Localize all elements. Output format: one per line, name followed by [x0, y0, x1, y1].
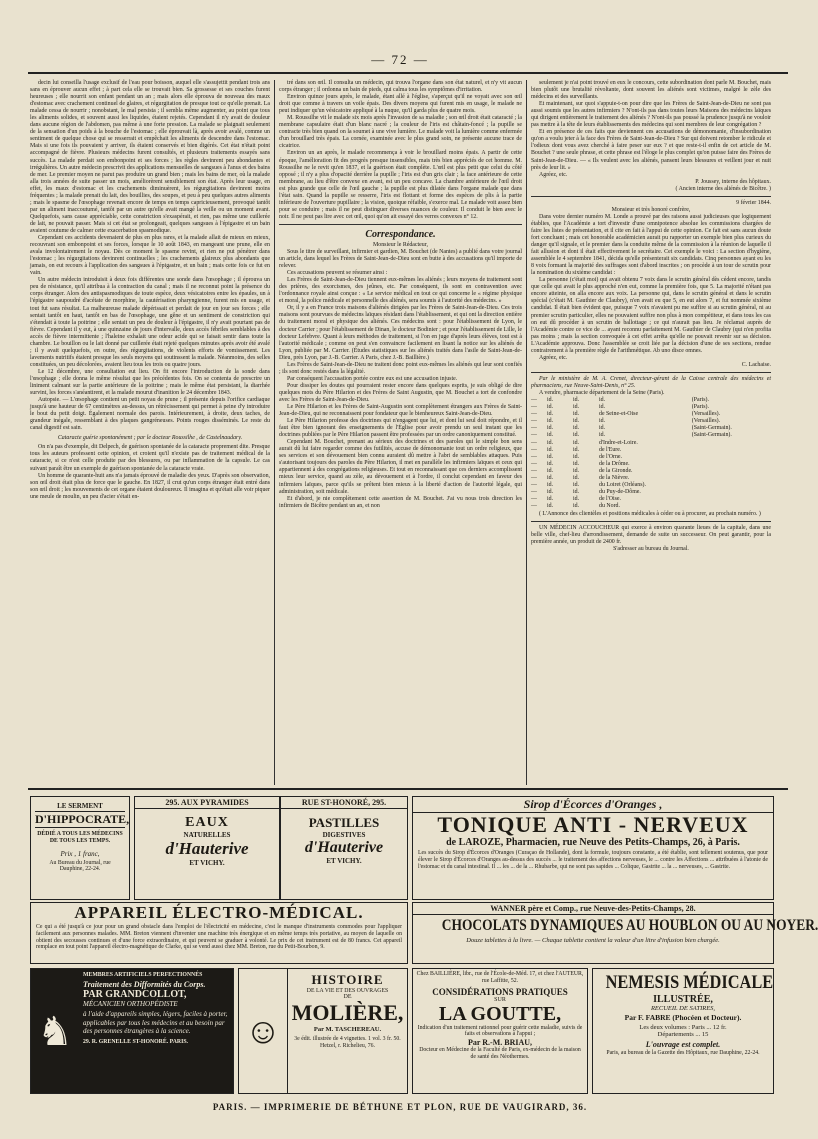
- list-cell: id.: [547, 425, 554, 432]
- pharmacy-list: [531, 397, 771, 511]
- paragraph: Ces accusations peuvent se résumer ainsi :: [287, 270, 388, 277]
- list-cell: id.: [547, 482, 554, 489]
- ad-title: CHOCOLATS DYNAMIQUES AU HOUBLON OU AU NOYER.: [441, 917, 818, 934]
- list-cell: (Versailles).: [691, 411, 721, 418]
- list-cell: de la Drôme.: [599, 460, 630, 467]
- ad-line: RECUEIL DE SATIRES,: [650, 1005, 716, 1012]
- list-cell: d'Indre-et-Loire.: [599, 439, 638, 446]
- ad-header: Chez BAILLIÈRE, libr., rue de l'École-de-Méd. 17, et chez l'AUTEUR, rue Laffitte, 52.: [416, 971, 584, 984]
- list-cell: id.: [573, 418, 580, 425]
- list-cell: id.: [547, 453, 554, 460]
- list-cell: —: [531, 397, 537, 404]
- list-cell: —: [531, 432, 537, 439]
- paragraph: Un homme de quarante-huit ans n'a jamais éprouvé de maladie des yeux. D'après son observation, son œil droit était plus de force que le gauche. En 1827, il crut qu'un corps étranger était entré dans son œil droit ; les mouvements de cet organe étaient douloureux. Il imagina et qu'était alle voir piquer une meule de moulin, un peu d'acier s'était en-: [30, 472, 270, 500]
- list-row: [531, 496, 771, 503]
- column-divider: [526, 80, 527, 785]
- list-cell: —: [531, 418, 537, 425]
- ad-title: MOLIÈRE,: [291, 1000, 404, 1025]
- ad-line: DÉDIÉ A TOUS LES MÉDECINS DE TOUS LES TEMPS.: [37, 831, 123, 844]
- list-cell: id.: [547, 418, 554, 425]
- ad-eaux-hauterive: [134, 796, 280, 900]
- list-row: [531, 418, 771, 425]
- list-cell: id.: [547, 432, 554, 439]
- ad-appareil-electro-medical: [30, 902, 408, 964]
- ad-body: 3e édit. illustrée de 4 vignettes. 1 vol. 3 fr. 50. Hetzel, r. Richelieu, 76.: [294, 1036, 401, 1049]
- list-cell: (Saint-Germain).: [691, 425, 732, 432]
- list-cell: id.: [599, 397, 606, 404]
- list-cell: id.: [573, 460, 580, 467]
- list-row: [531, 404, 771, 411]
- section-divider: [531, 372, 771, 373]
- notice-accoucheur: UN MÉDECIN ACCOUCHEUR qui exerce à environ quarante lieues de la capitale, dans une belle ville, chef-lieu d'arrondissement, demande de suite un successeur. On peut garantir, pour la première année, un produit de 2400 fr.: [531, 524, 771, 545]
- signature: C. Lachaise.: [741, 361, 771, 368]
- list-cell: id.: [573, 482, 580, 489]
- ad-line: ET VICHY.: [189, 859, 225, 867]
- list-cell: de la Nièvre.: [599, 475, 630, 482]
- col1b-paragraphs: [30, 444, 270, 500]
- ad-line: MÉCANICIEN ORTHOPÉDISTE: [83, 1000, 178, 1008]
- list-cell: id.: [573, 432, 580, 439]
- paragraph: Un autre médecin introduisit à deux fois différentes une sonde dans l'œsophage ; il éprouva un peu de résistance, qu'il attribua à la contraction du canal ; mais il ne reconnut point la présence du corps étranger. Alors des antispasmodiques de toute espèce, deux vésicatoires entre les épaules, un à l'épigastre saupoudré d'acétate de morphine, la cautérisation pharyngienne, furent mis en usage, et tout fut sans résultat. La malheureuse malade dépérissait et perdait de jour en jour ses forces ; elle sentait tantôt en haut, tantôt en bas de l'œsophage, une gêne et un sentiment de constriction qui s'étendait à toute la poitrine ; elle sentait un peu de douleur à l'épigastre, il n'y avait pourtant pas de fièvre. Cependant il y eut, à une quinzaine de jours d'intervalle, deux accès fébriles semblables à des accès de fièvre intermittente ; l'haleine exhalait une odeur acide qui se faisait sentir dans toute la chambre. Le bouillon ou le lait donné par cuillerée était rejeté quelques minutes après avoir été avalé ; il y avait quelquefois, en outre, des régurgitations, de violents efforts de vomissement. Les lavements nutritifs étaient presque les seuls moyens qui soutinssent la malade. Néanmoins, des selles constituées, un peu décolorées, avaient lieu tous les trois ou quatre jours.: [30, 277, 270, 368]
- list-cell: [692, 440, 771, 447]
- list-cell: —: [531, 475, 537, 482]
- list-cell: id.: [573, 404, 580, 411]
- ad-title: d'Hauterive: [165, 839, 249, 858]
- list-cell: id.: [599, 404, 606, 411]
- ad-line: PASTILLES: [308, 815, 380, 830]
- list-row: [531, 461, 771, 468]
- list-cell: —: [531, 411, 537, 418]
- ad-title: APPAREIL ÉLECTRO-MÉDICAL.: [74, 903, 364, 922]
- ad-subtitle: Douze tablettes à la livre. — Chaque tablette contient la valeur d'un litre d'infusion bien chargée.: [466, 937, 720, 944]
- column-1: [30, 80, 270, 785]
- ad-header: WANNER père et Comp., rue Neuve-des-Petits-Champs, 28.: [413, 903, 773, 915]
- ad-body: Docteur en Médecine de la Faculté de Paris, ex-médecin de la maison de santé des Néothermes.: [419, 1047, 581, 1060]
- ad-membres-artificiels: [30, 968, 234, 1094]
- salutation: Monsieur le Rédacteur,: [373, 241, 428, 248]
- list-cell: id.: [573, 425, 580, 432]
- ad-title: PAR GRANDCOLLOT,: [83, 989, 187, 1000]
- list-row: [531, 447, 771, 454]
- col1-paragraphs: [30, 80, 270, 432]
- ad-author: Par R.-M. BRIAU,: [467, 1038, 533, 1048]
- ad-la-goutte: [412, 968, 588, 1094]
- ad-title: TONIQUE ANTI - NERVEUX: [437, 812, 749, 837]
- list-cell: de la Gironde.: [599, 467, 633, 474]
- col3-paragraphs: [531, 80, 771, 179]
- paragraph: decin lui conseilla l'usage exclusif de l'eau pour boisson, auquel elle s'assujettit pendant trois ans sans en éprouver aucun effet ; à part cela elle se trouvait bien. Sa grossesse et ses couches furent heureuses ; elle nourrit son enfant pendant un an ; mais alors elle éprouva de nouveau des maux d'estomac avec crachement continuel de glaires, et régurgitation de presque tout ce qu'elle prenait. La malade cessa de nourrir ; nonobstant, le mal persista ; il sembla même augmenter, au point que tous les aliments solides, et souvent aussi les liquides, étaient rejetés. Cependant il n'y avait de douleur dans aucune région de l'abdomen, pas même à une forte pression. La malade se plaignait seulement de la sensation d'un poids à la bouche de l'estomac ; elle éprouvait là, après avoir avalé, comme un sentiment de quelque chose qui se resserrait et empêchait les aliments de descendre dans l'estomac. Mais si une fois ils pouvaient y arriver, ils étaient conservés et bien digérés. Cet état n'était point accompagné de fièvre. Plusieurs médecins furent consultés, et plusieurs traitements essayés sans succès. La malade perdait son embonpoint et ses forces ; les règles devinrent peu abondantes et irrégulières. Un autre médecin prescrivit des applications mensuelles de sangsues à l'anus et des bains de mer. Le premier moyen ne parut pas produire un grand bien ; mais les bains de mer, où la malade alla trois années de suite passer un mois, améliorèrent sensiblement son état. Après leur usage, en effet, les maux d'estomac et les crachements diminuèrent, les régurgitations devinrent moins fréquentes ; la malade prenait du lait, des bouillies, des soupes, et peu à peu quelques autres aliments ; mais le spasme de l'œsophage revenait encore de temps en temps capricieusement, provoqué tantôt par un aliment inaccoutumé, tantôt par un autre qu'elle avait mangé la veille ou un moment avant. Quelquefois, sans cause appréciable, cette constriction s'exaspérait, et rien, pas même une cuillerée de lait, ne pouvait passer. Mais si cet état se prolongeait, quelques sangsues à l'épigastre et un bain avaient coutume de calmer cette exacerbation spasmodique.: [30, 80, 270, 234]
- ad-price: Les deux volumes : Paris ... 12 fr.: [639, 1024, 727, 1031]
- list-cell: —: [531, 446, 537, 453]
- list-cell: id.: [547, 475, 554, 482]
- list-cell: id.: [573, 439, 580, 446]
- ad-line: DIGESTIVES: [322, 831, 366, 839]
- ad-line: L'ouvrage est complet.: [645, 1040, 721, 1049]
- list-cell: id.: [573, 467, 580, 474]
- list-cell: [692, 489, 771, 496]
- section-divider: [279, 224, 522, 225]
- ad-price: Départements ... 15: [657, 1031, 709, 1038]
- list-cell: id.: [573, 446, 580, 453]
- list-cell: [692, 468, 771, 475]
- notice-sale: A vendre, pharmacie département de la Seine (Paris).: [539, 389, 665, 396]
- list-cell: id.: [573, 397, 580, 404]
- list-row: [531, 475, 771, 482]
- list-cell: du Loiret (Orléans).: [599, 482, 646, 489]
- paragraph: Agréez, etc.: [539, 354, 568, 361]
- list-cell: [692, 447, 771, 454]
- list-cell: id.: [573, 496, 580, 503]
- ad-line: LE SERMENT: [57, 802, 103, 810]
- list-cell: id.: [547, 446, 554, 453]
- list-cell: de Seine-et-Oise: [599, 411, 639, 418]
- ad-header: 295. AUX PYRAMIDES: [135, 797, 279, 809]
- printer-footer: PARIS. — IMPRIMERIE DE BÉTHUNE ET PLON, RUE DE VAUGIRARD, 36.: [212, 1102, 588, 1112]
- list-cell: —: [531, 503, 537, 510]
- page-number: — 72 —: [371, 52, 429, 67]
- list-cell: du Nord.: [599, 503, 620, 510]
- section-divider: [531, 196, 771, 197]
- notice-title: Par le ministère de M. A. Crenet, directeur-gérant de la Caisse centrale des médecins et pharmaciens, rue Neuve-Saint-Denis, n° 25.: [531, 375, 771, 389]
- paragraph: Et d'abord, je nie complètement cette assertion de M. Bouchet. J'ai vu nous trois direction les infirmiers de Bicêtre pendant un an, et non: [279, 495, 522, 509]
- ad-line: de LAROZE, Pharmacien, rue Neuve des Petits-Champs, 26, à Paris.: [446, 837, 740, 848]
- list-cell: id.: [547, 503, 554, 510]
- list-cell: [692, 503, 771, 510]
- column-2: [279, 80, 522, 785]
- ad-body: Indication d'un traitement rationnel pour guérir cette maladie, suivis de faits et observations à l'appui ;: [417, 1024, 583, 1038]
- list-cell: —: [531, 489, 537, 496]
- section-divider: [531, 521, 771, 522]
- paragraph: Or, il y a en France trois maisons d'aliénés dirigées par les Frères de Saint-Jean-de-Dieu. Ces trois maisons sont pourvues de médecins laïques résidant dans l'établissement, et qui ont la direction entière du traitement moral et physique des aliénés. Ces médecins sont : pour l'établissement de Lyon, le docteur Carrier ; pour l'établissement de Dinan, le docteur Bodinier ; et pour l'établissement de Lille, le docteur Lefebvre. Quant à leurs méthodes de traitement, si l'on en juge d'après leurs élèves, tout est à l'autorité médicale ; comme on peut s'en convaincre facilement en lisant la notice sur les aliénés de Lyon, publiée par M. Carrier. (Études statistiques sur les aliénés traités dans l'asile de Saint-Jean-de-Dieu, près Lyon, par J.-B. Carrier. A Paris, chez J.-B. Baillière.): [279, 305, 522, 361]
- paragraph: Cependant ces accidents devenaient de plus en plus rares, et la malade allait de mieux en mieux, recouvrant son embonpoint et ses forces, lorsque le 10 août 1843, en mangeant une prune, elle en avala involontairement le noyau. Dès ce moment le spasme revint, et rien ne put pénétrer dans l'estomac ; les régurgitations devinrent continuelles ; les crachements glaireux plus abondants que jamais, on eut recours à l'application des sangsues à l'épigastre, et un bain ; mais cette fois ce fut en vain.: [30, 235, 270, 277]
- list-cell: id.: [547, 496, 554, 503]
- list-cell: id.: [547, 460, 554, 467]
- list-cell: id.: [573, 453, 580, 460]
- ad-line: HISTOIRE: [311, 972, 384, 987]
- ad-line: DE LA VIE ET DES OUVRAGES: [306, 988, 389, 994]
- list-cell: [692, 461, 771, 468]
- cataracte-title: Cataracte guérie spontanément ; par le docteur Roussilhe , de Castelnaudary.: [57, 435, 243, 442]
- list-row: [531, 432, 771, 439]
- list-row: [531, 440, 771, 447]
- ad-address: 29. R. GRENELLE ST-HONORÉ. PARIS.: [83, 1038, 189, 1045]
- list-row: [531, 468, 771, 475]
- paragraph: seulement je n'ai point trouvé en eux le concours, cette subordination dont parle M. Bouchet, mais bien plutôt une brutalité révoltante, dont souvent les aliénés sont victimes, malgré le zèle des médecins et des surveillants.: [531, 80, 771, 101]
- ad-title: NEMESIS MÉDICALE: [605, 972, 774, 993]
- ad-histoire-moliere: [238, 968, 408, 1094]
- list-cell: —: [531, 404, 537, 411]
- ad-chocolats-dynamiques: [412, 902, 818, 964]
- ad-header: RUE ST-HONORÉ, 295.: [281, 797, 407, 809]
- paragraph: Dans votre dernier numéro M. Londe a prouvé par des raisons aussi judicieuses que logiquement établies, que l'Académie a tort d'investir d'une omnipotence absolue les commissions chargées de faire les listes de présentation, et il cite en fait à l'appui de cette opinion. Ce fait est sans aucun doute fort concluant ; mais cet honorable académicien aurait pu rapporter un exemple bien plus curieux du danger qu'il signale, et le premier dans la conduite même de la commission à la réunion de laquelle il fait allusion et dont il était effectivement le secrétaire. Cet exemple le voici : La section d'hygiène, assemblée le 4 septembre 1841, décida qu'elle présenterait six candidats. Cinq personnes ayant eu les 8 voix formant la majorité des suffrages sont d'abord inscrites ; on procède à un tour de scrutin pour la nomination du sixième candidat :: [531, 213, 771, 277]
- paragraph: Le 12 décembre, une consultation eut lieu. On fit encore l'introduction de la sonde dans l'œsophage ; elle donna le même résultat que les précédentes fois. On se contenta de prescrire un liniment calmant sur la partie antérieure de la poitrine ; mais le même état persistant, la diarrhée survint, les forces s'anéantirent, et la malade mourut d'inanition le 24 décembre 1843.: [30, 368, 270, 397]
- portrait-icon: ☺: [239, 969, 288, 1093]
- list-cell: de l'Oise.: [599, 496, 622, 503]
- ad-title: LA GOUTTE,: [438, 1002, 562, 1025]
- list-cell: (Paris).: [691, 404, 709, 411]
- letter-date: 9 février 1844.: [736, 199, 771, 206]
- list-cell: de l'Orne.: [599, 453, 622, 460]
- ad-nemesis-medicale: [592, 968, 774, 1094]
- list-row: [531, 482, 771, 489]
- list-cell: [692, 482, 771, 489]
- ad-line: NATURELLES: [183, 831, 231, 839]
- list-cell: id.: [599, 425, 606, 432]
- list-cell: id.: [599, 418, 606, 425]
- list-cell: id.: [547, 439, 554, 446]
- ad-header: MEMBRES ARTIFICIELS PERFECTIONNÉS: [83, 972, 203, 978]
- ad-body: Ce qui a été jusqu'à ce jour pour un grand obstacle dans l'emploi de l'électricité en médecine, c'est le manque d'instruments commodes pour l'appliquer facilement aux personnes malades. MM. Breton viennent d'inventer une machine très énergique et en même temps très portative, au moyen de laquelle on obtient des secousses continues et d'une force extraordinaire, et qui peuvent se graduer à volonté. Le prix de cet instrument est de 80 francs. Cet appareil remplace en tout point l'appareil électro-magnétique de Clarke, qui se vend aussi chez MM. Breton, rue du Petit-Bourbon, 9.: [36, 924, 402, 951]
- column-3: [531, 80, 771, 785]
- paragraph: Sous le titre de surveillant, infirmier et gardien, M. Bouchet (de Nantes) a publié dans votre journal un article, dans lequel les Frères de Saint-Jean-de-Dieu sont en butte à des accusations qu'il importe de relever.: [279, 248, 522, 270]
- paragraph: Cependant M. Bouchet, prenant au sérieux des doctrines et des paroles qui le simple bon sens aurait dû lui faire regarder comme des futilités, accuse de démonomanie tout un ordre religieux, que ses services et son dévouement bien connu auraient dû mettre à l'abri de semblables attaques. Puis s'autorisant toujours des paroles du Père Hilarion, il met en parallèle les infirmiers laïques et ceux qui appartiennent à des congrégations religieuses. Et tout en reconnaissant que ces derniers accomplissent mieux leur service, quand au zèle, au dévouement et à l'ordre, il conclut cependant en faveur des infirmiers laïques, parce qu'ils se prêtent bien mieux à la liberté d'action de l'autorité légale, qui administration, soit médicale.: [279, 439, 522, 495]
- list-cell: —: [531, 425, 537, 432]
- list-cell: [692, 475, 771, 482]
- col2-paragraphs: [279, 80, 522, 221]
- list-cell: id.: [573, 411, 580, 418]
- list-row: [531, 454, 771, 461]
- list-cell: (Paris).: [691, 397, 709, 404]
- col2b-paragraphs: [279, 249, 522, 510]
- paragraph: tré dans son œil. Il consulta un médecin, qui trouva l'organe dans son état naturel, et n'y vit aucun corps étranger ; il ordonna un bain de pieds, qui calma tous les symptômes d'irritation.: [279, 80, 522, 94]
- ad-author: Par F. FABRE (Phocéen et Docteur).: [624, 1013, 742, 1022]
- ads-rule: [28, 788, 788, 790]
- list-cell: id.: [573, 503, 580, 510]
- list-cell: (Versailles).: [691, 418, 721, 425]
- list-cell: [692, 496, 771, 503]
- ad-price: Prix , 1 franc,: [60, 849, 100, 858]
- paragraph: La personne (c'était moi) qui avait obtenu 7 voix dans le scrutin général dès cédent encore, tandis que celle qui avait le plus approché n'en eut, comme la première fois, que 5. La majorité n'étant pas encore atteinte, on alla encore aux voix. La personne qui, dans le scrutin général et dans le scrutin spécial (c'était M. Gauthier de Claubry), n'en avait eu que 5, en eut alors 7, et fut nommée sixième candidat. Il était bien évident que, puisque 7 voix n'avaient pu me suffire si au scrutin général, ni au premier scrutin particulier, elles ne pouvaient suffire non plus à mon compétiteur, et dans tous les cas on eut dû procéder à un scrutin de ballottage ; ce qui n'aurait pas lieu. Je réclamai auprès de l'Académie contre ce vice de ... ayant reconnu parfaitement M. Gauthier de Claubry (qui n'en profita pas moins ; mais la section convoquée à cet effet arrêta qu'elle ne pouvait revenir sur sa décision. L'Académie approuva. Donc l'assemblée se croit liée par la décision d'une de ses sections, rendue contrairement à la première règle de l'arithmétique. Ab uno disce omnes.: [531, 277, 771, 354]
- list-cell: id.: [547, 467, 554, 474]
- list-cell: —: [531, 496, 537, 503]
- notice-address: S'adresser au bureau du Journal.: [613, 545, 689, 552]
- paragraph: Autopsie. — L'œsophage contient un petit noyau de prune ; il présente depuis l'orifice cardiaque jusqu'à une hauteur de 67 centimètres au-dessus, un rétrécissement qui permet à peine d'y introduire le bout du petit doigt. Également normale des parois. Intérieurement, à droite, deux taches, de grandeur inégale, ressemblant à des plaques gangréneuses. Points rouges disséminés. Le reste du canal digestif est sain.: [30, 397, 270, 432]
- ad-line: EAUX: [185, 815, 229, 830]
- list-cell: id.: [547, 397, 554, 404]
- notice-clientele: ( L'Annonce des clientèles et positions médicales à céder ou à procurer, au prochain numéro. ): [539, 510, 761, 517]
- list-row: [531, 503, 771, 510]
- signature: P. Joussey, interne des hôpitaux.: [695, 178, 771, 185]
- ad-tonique-anti-nerveux: [412, 796, 774, 900]
- ad-line: DE: [343, 994, 352, 1000]
- paragraph: Et en présence de ces faits que deviennent ces accusations de démonomanie, d'insubordination qu'on a voulu jeter à la face des Frères de Saint-Jean-de-Dieu ? Sur qui doivent retomber le ridicule et l'odieux dont vous avez cherché à faire peser sur eux ? et que reste-t-il enfin de cet article de M. Bouchet ? une seule phrase, et cette phrase est l'éloge le plus complet qu'on puisse faire des Frères de Saint-Jean-de-Dieu. — « Ils veulent avec les aliénés, pansent leurs blessures et veillent jour et nuit près de leur lit. »: [531, 129, 771, 171]
- paragraph: Le Père Hilarion professe des doctrines qui n'engagent que lui, et dont lui seul doit répondre, et il faut être bien ignorant des enseignements de l'Église pour avoir prendu un seul instant que les doctrines publiées par le Père Hilarion passent être professées par un ordre canoniquement constitué.: [279, 418, 522, 439]
- column-divider: [274, 80, 275, 785]
- list-cell: de l'Eure.: [599, 446, 622, 453]
- list-cell: [692, 454, 771, 461]
- paragraph: Et maintenant, sur quoi s'appuie-t-on pour dire que les Frères de Saint-Jean-de-Dieu ne sont pas aussi soumis que les autres infirmiers ? N'ont-ils pas dans toutes leurs Maisons des médecins laïques qui dirigent entièrement le traitement des aliénés ? N'ont-ils pas poussé la prudence jusqu'à ne vouloir pas mettre à la tête de leurs établissements des médecins qui sont membres de leur congrégation ?: [531, 101, 771, 129]
- list-cell: id.: [573, 489, 580, 496]
- ad-title: d'Hauterive: [304, 839, 384, 856]
- list-cell: id.: [547, 489, 554, 496]
- list-row: [531, 425, 771, 432]
- paragraph: M. Roussilhe vit le malade six mois après l'invasion de sa maladie ; son œil droit était cataracté ; la membrane capsulaire était d'un blanc nacré ; la couleur de l'iris est châtain-foncé ; la pupille se contracte très bien quand on la soumet à une vive lumière. Le malade voit la lumière comme enfermée d'un brouillard très épais. La cornée, examinée avec le plus grand soin, ne présente aucune trace de cicatrice.: [279, 115, 522, 150]
- list-cell: (Saint-Germain).: [691, 432, 732, 439]
- ad-pastilles: [280, 796, 408, 900]
- ad-line: ILLUSTRÉE,: [653, 994, 713, 1005]
- signature-note: ( Ancien interne des aliénés de Bicêtre. ): [675, 185, 771, 192]
- list-cell: id.: [599, 432, 606, 439]
- ad-line: SUR: [494, 996, 506, 1003]
- ad-address: Paris, au bureau de la Gazette des Hôpitaux, rue Dauphine, 22-24.: [606, 1050, 760, 1056]
- paragraph: Par conséquent l'accusation portée contre eux est une accusation injuste.: [287, 375, 458, 382]
- list-cell: id.: [547, 411, 554, 418]
- ad-body: Les succès du Sirop d'Écorces d'Oranges (Curaçao de Hollande), dont la formule, toujours constante, a été établie, sont tellement soutenus, que pour élever le Sirop d'Écorces d'Oranges au-dessus des succès ... le traitement des affections nerveuses, le ... contre les Affections ... attribuées à l'atonie de l'estomac et du canal intestinal. Il ... les ... de la ... Rhubarbe, qui ne sont pas sapides ... Colique, Gastrite ... la ... nerveuses, ... Gastrite.: [418, 850, 768, 870]
- paragraph: Le Père Hilarion et les Frères de Saint-Augustin sont complètement étrangers aux Frères de Saint-Jean-de-Dieu, qui ne reconnaissent pour fondateur que le bienheureux Saint-Jean-de-Dieu.: [279, 404, 522, 418]
- ad-author: Par M. TASCHEREAU.: [313, 1026, 382, 1033]
- ad-address: Au Bureau du Journal, rue Dauphine, 22-24.: [49, 859, 111, 873]
- paragraph: Les Frères de Saint-Jean-de-Dieu ne traitent donc point eux-mêmes les aliénés qui leur sont confiés ; ils sont donc restés dans la légalité.: [279, 361, 522, 375]
- list-cell: —: [531, 453, 537, 460]
- ad-title: D'HIPPOCRATE,: [35, 812, 130, 826]
- list-cell: —: [531, 482, 537, 489]
- list-row: [531, 489, 771, 496]
- list-cell: id.: [547, 404, 554, 411]
- col3b-paragraphs: [531, 214, 771, 362]
- ad-body: à l'aide d'appareils simples, légers, faciles à porter, applicables par tous les médecins et au besoin par des personnes étrangères à la science.: [83, 1010, 228, 1035]
- list-cell: id.: [573, 475, 580, 482]
- ad-serment-hippocrate: [30, 796, 130, 900]
- paragraph: Pour dissiper les doutes qui pourraient rester encore dans quelques esprits, je suis obligé de dire quelques mots du Père Hilarion et des Frères de Saint Augustin, que M. Bouchet a tort de confondre avec les Frères de Saint-Jean-de-Dieu.: [279, 382, 522, 403]
- paragraph: On n'a pas d'exemple, dit Delpech, de guérison spontanée de la cataracte proprement dite. Presque tous les auteurs professent cette opinion, et croient qu'il n'existe pas de traitement médical de la cataracte, si ce n'est celle produite par des blessures, ou par inflammation de la capsule. Le cas suivant paraît être un exemple de guérison spontanée de la cataracte vraie.: [30, 444, 270, 472]
- paragraph: Environ quinze jours après, le malade, étant allé à l'église, s'aperçut qu'il ne voyait avec son œil droit que comme à travers un voile épais. Des divers moyens qui furent mis en usage, le malade ne peut indiquer qu'un vésicatoire appliqué à la nuque, qu'il garda plus de quatre mois.: [279, 94, 522, 115]
- correspondance-heading: Correspondance.: [365, 228, 436, 240]
- list-cell: —: [531, 467, 537, 474]
- list-cell: —: [531, 460, 537, 467]
- paragraph: Agréez, etc.: [539, 171, 568, 178]
- ad-line: CONSIDÉRATIONS PRATIQUES: [432, 986, 568, 997]
- salutation: Monsieur et très honoré confrère,: [611, 206, 691, 213]
- header-rule: [28, 72, 788, 74]
- ad-header: Sirop d'Écorces d'Oranges ,: [413, 797, 773, 813]
- paragraph: Les Frères de Saint-Jean-de-Dieu tiennent eux-mêmes les aliénés ; leurs moyens de traitement sont des prières, des exorcismes, des jeûnes, etc. Par conséquent, ils sont en contravention avec l'ordonnance royale ainsi conçue : « Le service médical en tout ce qui concerne le « régime physique et moral, la police médicale et personnelle des aliénés, sera soumis à l'autorité des médecins. »: [279, 277, 522, 305]
- list-row: [531, 411, 771, 418]
- list-row: [531, 397, 771, 404]
- paragraph: Environ un an après, le malade recommença à voir le brouillard moins épais. A partir de cette époque, l'amélioration fit des progrès presque insensibles, mais très bien appréciés de cet homme. M. Roussilhe ne le revit qu'en 1837, et la guérison était complète. L'œil est plus petit que celui du côté opposé ; il n'y a plus d'opacité derrière la pupille ; l'iris est d'un gris clair ; la face antérieure de cette membrane, au lieu d'être convexe en avant, est un peu concave. La chambre antérieure de l'œil droit est plus grande que celle de l'œil gauche ; la pupille est plus dilatée dans l'organe malade que dans l'état sain. Quand la pupille se resserre, l'iris est flottant et forme des espèces de plis à la partie inférieure de l'ouverture pupillaire ; la vision, quoique réfaible, s'exerce mal. Le malade voit assez bien pour se conduire ; mais il ne peut distinguer diverses nuances de couleur. Il conduit le bien avec le noir. Il ne peut pas lire avec cet œil, quoi qu'on ait essayé des verres convexes n° 12.: [279, 150, 522, 220]
- prosthesis-icon: ♞: [37, 1008, 73, 1054]
- list-cell: du Puy-de-Dôme.: [599, 489, 641, 496]
- ad-line: Traitement des Difformités du Corps.: [83, 980, 206, 989]
- ad-line: ET VICHY.: [326, 857, 362, 865]
- list-cell: —: [531, 439, 537, 446]
